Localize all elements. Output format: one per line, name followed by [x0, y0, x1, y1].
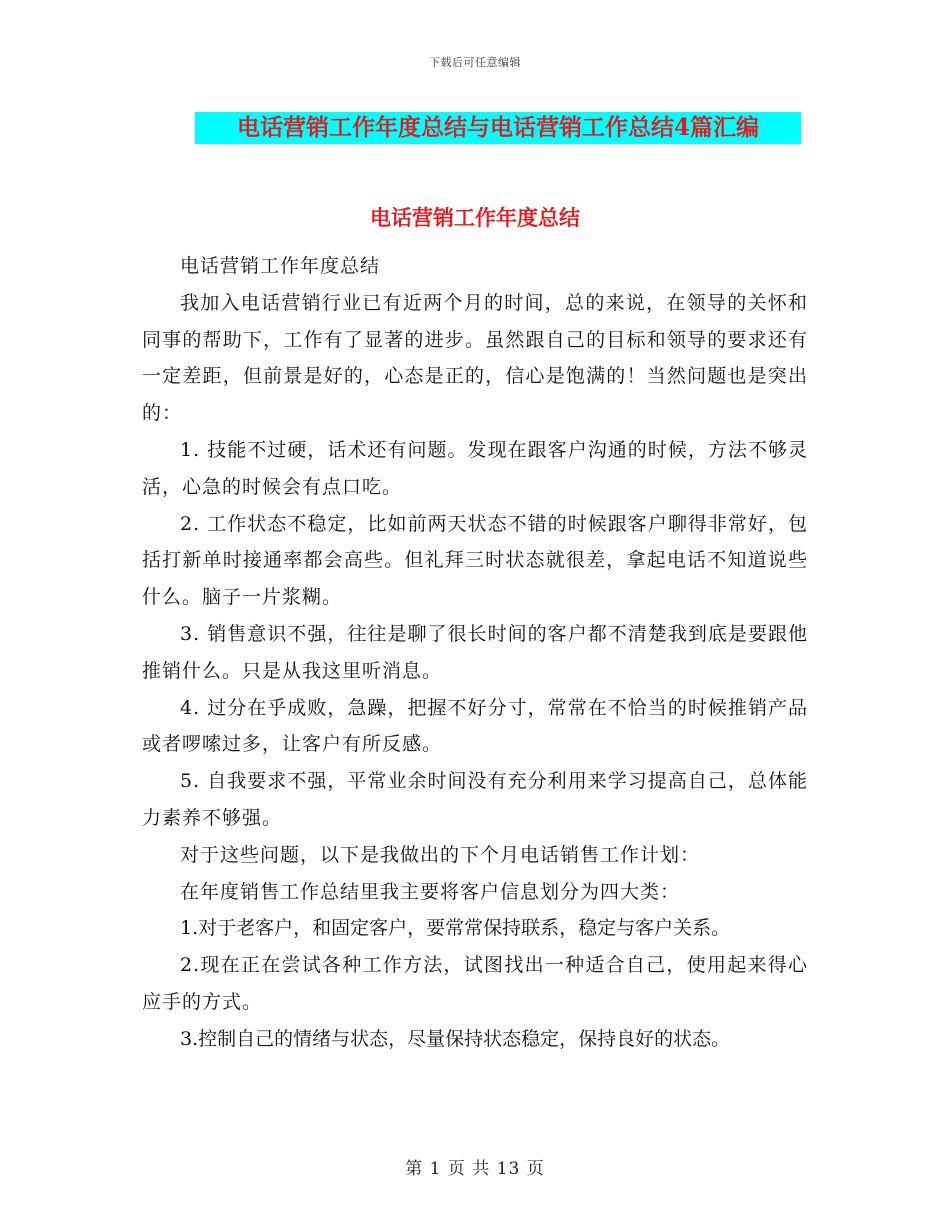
paragraph: 1. 技能不过硬，话术还有问题。发现在跟客户沟通的时候，方法不够灵活，心急的时候会有点口吃。 — [142, 438, 808, 498]
paragraph: 3. 销售意识不强，往往是聊了很长时间的客户都不清楚我到底是要跟他推销什么。只是从我这里听消息。 — [142, 622, 808, 682]
paragraph: 我加入电话营销行业已有近两个月的时间，总的来说，在领导的关怀和同事的帮助下，工作有了显著的进步。虽然跟自己的目标和领导的要求还有一定差距，但前景是好的，心态是正的，信心是饱满的！当然问题也是突出的： — [142, 291, 808, 425]
document-body — [142, 248, 808, 1058]
paragraph: 对于这些问题，以下是我做出的下个月电话销售工作计划： — [180, 843, 701, 866]
paragraph: 1.对于老客户，和固定客户，要常常保持联系，稳定与客户关系。 — [180, 917, 731, 940]
paragraph: 2. 工作状态不稳定，比如前两天状态不错的时候跟客户聊得非常好，包括打新单时接通率都会高些。但礼拜三时状态就很差，拿起电话不知道说些什么。脑子一片浆糊。 — [142, 512, 808, 609]
paragraph: 3.控制自己的情绪与状态，尽量保持状态稳定，保持良好的状态。 — [180, 1027, 731, 1050]
paragraph: 电话营销工作年度总结 — [180, 255, 381, 277]
section-title: 电话营销工作年度总结 — [370, 205, 580, 230]
paragraph: 2.现在正在尝试各种工作方法，试图找出一种适合自己，使用起来得心应手的方式。 — [142, 954, 808, 1013]
paragraph: 在年度销售工作总结里我主要将客户信息划分为四大类： — [180, 880, 681, 903]
paragraph: 4. 过分在乎成败，急躁，把握不好分寸，常常在不恰当的时候推销产品或者啰嗦过多，让客户有所反感。 — [142, 696, 808, 756]
page-header-note: 下载后可任意编辑 — [429, 56, 521, 69]
page-number-footer: 第 1 页 共 13 页 — [405, 1159, 545, 1179]
paragraph: 5. 自我要求不强，平常业余时间没有充分利用来学习提高自己，总体能力素养不够强。 — [142, 770, 808, 829]
document-title: 电话营销工作年度总结与电话营销工作总结4篇汇编 — [195, 112, 801, 144]
